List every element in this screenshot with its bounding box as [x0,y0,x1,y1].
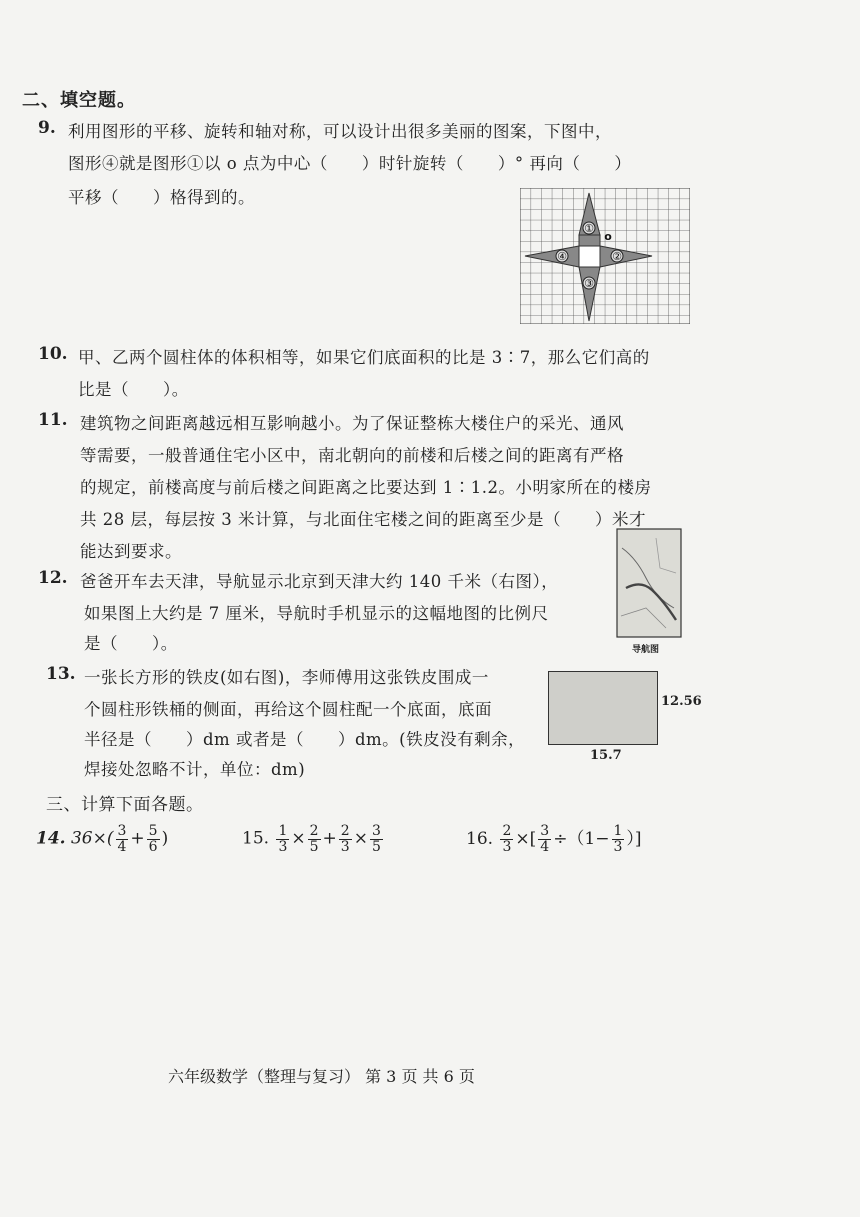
question-text: 的规定，前楼高度与前后楼之间距离之比要达到 1∶1.2。小明家所在的楼房 [80,478,652,497]
center-point-label: o [604,230,612,243]
square-top [579,235,600,246]
iron-sheet-rectangle [548,671,658,745]
rotation-grid-figure [520,188,690,324]
fraction: $\frac{2}{3}$ [340,823,350,855]
question-text: 等需要，一般普通住宅小区中，南北朝向的前楼和后楼之间的距离有严格 [80,446,624,465]
operator: + [322,828,337,849]
question-number: 12. [38,568,68,588]
operator: × [291,828,306,849]
expr-part: ) [161,828,169,849]
shape-label-2: ② [612,250,622,263]
question-number: 13. [46,664,76,684]
page-footer: 六年级数学（整理与复习） 第 3 页 共 6 页 [168,1067,475,1086]
question-text: 如果图上大约是 7 厘米，导航时手机显示的这幅地图的比例尺 [84,604,549,623]
question-text: 甲、乙两个圆柱体的体积相等，如果它们底面积的比是 3∶7，那么它们高的 [78,348,650,367]
center-square [579,246,600,267]
fraction: $\frac{3}{5}$ [371,823,381,855]
operator: ÷（1− [553,829,610,849]
question-number: 9. [38,118,56,138]
question-number: 14. [36,828,66,849]
fraction: $\frac{5}{6}$ [148,823,158,855]
question-text: 建筑物之间距离越远相互影响越小。为了保证整栋大楼住户的采光、通风 [80,414,624,433]
question-text: 能达到要求。 [80,542,182,561]
question-text: 半径是（ ）dm 或者是（ ）dm。(铁皮没有剩余， [84,730,526,749]
question-text: 比是（ ）。 [78,380,189,399]
question-text: 焊接处忽略不计，单位：dm) [84,760,306,779]
sheet-width-label: 15.7 [590,748,622,763]
question-text: 图形④就是图形①以 o 点为中心（ ）时针旋转（ ）° 再向（ ） [68,154,632,173]
operator: + [130,828,145,849]
operator: ×[ [515,829,537,849]
navigation-map-image [616,528,682,638]
section-2-title: 二、填空题。 [22,90,136,111]
question-text: 个圆柱形铁桶的侧面，再给这个圆柱配一个底面，底面 [84,700,492,719]
map-caption: 导航图 [632,645,660,655]
fraction: $\frac{1}{3}$ [613,823,623,855]
operator: × [353,828,368,849]
question-text: 是（ ）。 [84,634,178,653]
fraction: $\frac{1}{3}$ [278,823,288,855]
fraction: $\frac{2}{3}$ [502,823,512,855]
expr-part: 36×( [70,828,114,849]
question-15 [242,824,385,854]
shape-label-4: ④ [557,250,567,263]
question-text: 共 28 层，每层按 3 米计算，与北面住宅楼之间的距离至少是（ ）米才 [80,510,646,529]
question-text: 平移（ ）格得到的。 [68,188,255,207]
fraction: $\frac{3}{4}$ [117,823,127,855]
question-number: 15. [242,828,270,849]
shape-label-1: ① [584,222,594,235]
question-number: 16. [466,829,494,849]
question-text: 利用图形的平移、旋转和轴对称，可以设计出很多美丽的图案，下图中， [68,122,612,141]
fraction: $\frac{2}{5}$ [309,823,319,855]
question-number: 11. [38,410,68,430]
question-number: 10. [38,344,68,364]
question-14 [36,824,168,854]
sheet-height-label: 12.56 [661,694,702,709]
section-3-title: 三、计算下面各题。 [46,795,204,815]
fraction: $\frac{3}{4}$ [540,823,550,855]
expr-part: ）] [626,829,642,849]
shape-label-3: ③ [584,277,594,290]
question-text: 爸爸开车去天津，导航显示北京到天津大约 140 千米（右图）， [80,572,559,591]
question-text: 一张长方形的铁皮(如右图)，李师傅用这张铁皮围成一 [84,668,489,687]
question-16 [466,824,642,855]
